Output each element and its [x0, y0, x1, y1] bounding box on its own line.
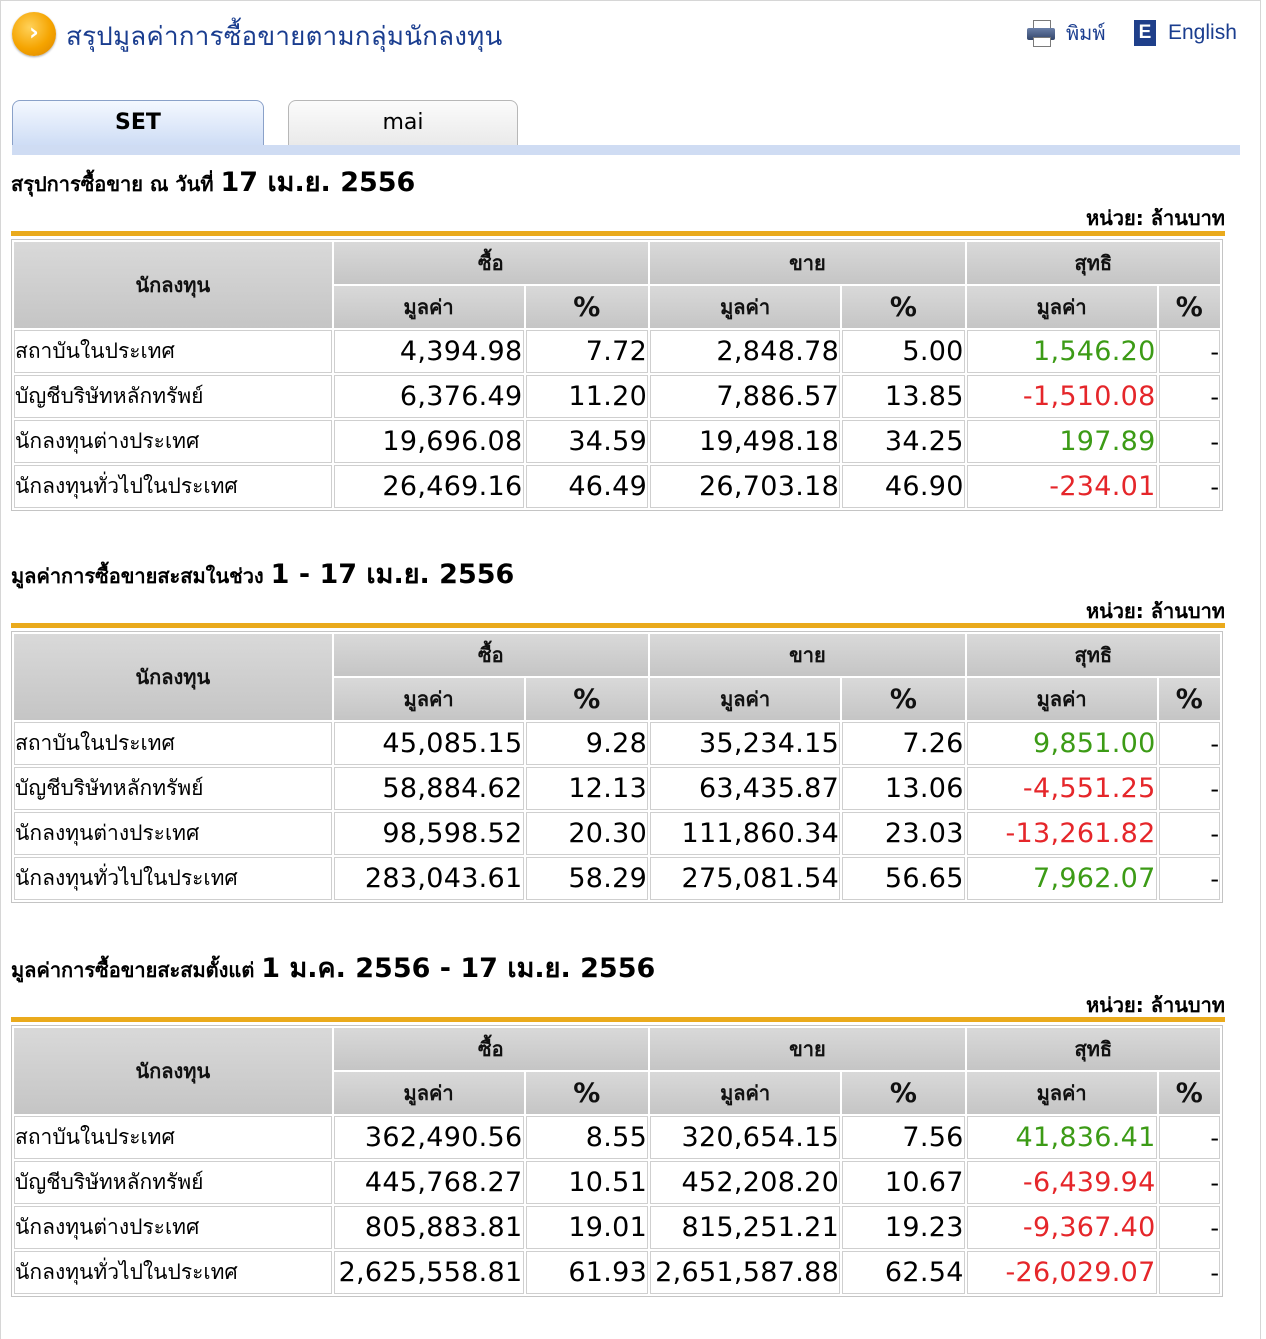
- table-row: [14, 1116, 1220, 1159]
- table-row: [14, 1206, 1220, 1249]
- net-value: -4,551.25: [967, 767, 1157, 810]
- buy-pct: 20.30: [526, 812, 649, 855]
- buy-value: 6,376.49: [334, 375, 524, 418]
- net-value: 9,851.00: [967, 722, 1157, 765]
- sell-value: 35,234.15: [650, 722, 840, 765]
- header-net-value: มูลค่า: [967, 1072, 1157, 1114]
- net-value: 7,962.07: [967, 857, 1157, 900]
- header-sell: ขาย: [650, 634, 965, 676]
- investor-name: นักลงทุนต่างประเทศ: [14, 420, 332, 463]
- header-net: สุทธิ: [967, 1028, 1220, 1070]
- buy-value: 2,625,558.81: [334, 1251, 524, 1294]
- month-to-date-section: [11, 552, 1225, 912]
- section-title: มูลค่าการซื้อขายสะสมในช่วง 1 - 17 เม.ย. 2556: [11, 559, 515, 590]
- english-language-link[interactable]: [1134, 18, 1237, 48]
- net-pct: -: [1159, 1206, 1220, 1249]
- net-pct: -: [1159, 767, 1220, 810]
- header-buy-pct: %: [526, 286, 649, 328]
- header-sell: ขาย: [650, 1028, 965, 1070]
- page-header: [0, 0, 1266, 72]
- gold-divider: [11, 1017, 1225, 1022]
- section-title: สรุปการซื้อขาย ณ วันที่ 17 เม.ย. 2556: [11, 167, 416, 198]
- investor-name: นักลงทุนต่างประเทศ: [14, 812, 332, 855]
- table-row: [14, 1251, 1220, 1294]
- section-date: 1 ม.ค. 2556 - 17 เม.ย. 2556: [261, 953, 656, 984]
- header-buy-pct: %: [526, 678, 649, 720]
- header-net-pct: %: [1159, 286, 1220, 328]
- section-title: มูลค่าการซื้อขายสะสมตั้งแต่ 1 ม.ค. 2556 - 17 เม.ย. 2556: [11, 953, 656, 984]
- sell-value: 111,860.34: [650, 812, 840, 855]
- sell-value: 63,435.87: [650, 767, 840, 810]
- sell-pct: 23.03: [842, 812, 965, 855]
- sell-pct: 56.65: [842, 857, 965, 900]
- header-buy: ซื้อ: [334, 242, 649, 284]
- net-value: 41,836.41: [967, 1116, 1157, 1159]
- section-date: 17 เม.ย. 2556: [220, 167, 416, 198]
- buy-value: 19,696.08: [334, 420, 524, 463]
- header-investor: นักลงทุน: [14, 1028, 332, 1114]
- sell-value: 26,703.18: [650, 465, 840, 508]
- investor-table: [11, 631, 1223, 903]
- investor-name: บัญชีบริษัทหลักทรัพย์: [14, 1161, 332, 1204]
- header-net-value: มูลค่า: [967, 678, 1157, 720]
- net-value: -234.01: [967, 465, 1157, 508]
- investor-name: นักลงทุนต่างประเทศ: [14, 1206, 332, 1249]
- net-pct: -: [1159, 857, 1220, 900]
- buy-value: 445,768.27: [334, 1161, 524, 1204]
- header-net: สุทธิ: [967, 634, 1220, 676]
- buy-value: 26,469.16: [334, 465, 524, 508]
- sell-pct: 7.56: [842, 1116, 965, 1159]
- header-buy: ซื้อ: [334, 634, 649, 676]
- tab-mai[interactable]: mai: [288, 100, 518, 147]
- buy-pct: 12.13: [526, 767, 649, 810]
- print-label: พิมพ์: [1066, 21, 1106, 45]
- buy-value: 362,490.56: [334, 1116, 524, 1159]
- table-row: [14, 812, 1220, 855]
- net-value: -13,261.82: [967, 812, 1157, 855]
- print-button[interactable]: [1026, 18, 1106, 48]
- investor-name: นักลงทุนทั่วไปในประเทศ: [14, 465, 332, 508]
- daily-summary-section: [11, 160, 1225, 520]
- table-row: [14, 420, 1220, 463]
- unit-label: หน่วย: ล้านบาท: [1085, 599, 1225, 623]
- buy-value: 283,043.61: [334, 857, 524, 900]
- buy-pct: 11.20: [526, 375, 649, 418]
- sell-value: 19,498.18: [650, 420, 840, 463]
- buy-pct: 8.55: [526, 1116, 649, 1159]
- investor-name: นักลงทุนทั่วไปในประเทศ: [14, 1251, 332, 1294]
- investor-name: นักลงทุนทั่วไปในประเทศ: [14, 857, 332, 900]
- window-right-border: [1260, 0, 1261, 1339]
- net-pct: -: [1159, 722, 1220, 765]
- chevron-right-icon: ›: [12, 12, 56, 56]
- header-sell-pct: %: [842, 678, 965, 720]
- net-pct: -: [1159, 420, 1220, 463]
- buy-pct: 34.59: [526, 420, 649, 463]
- header-sell: ขาย: [650, 242, 965, 284]
- sell-value: 275,081.54: [650, 857, 840, 900]
- buy-value: 45,085.15: [334, 722, 524, 765]
- header-buy-value: มูลค่า: [334, 286, 524, 328]
- net-value: -6,439.94: [967, 1161, 1157, 1204]
- unit-label: หน่วย: ล้านบาท: [1085, 993, 1225, 1017]
- sell-value: 2,848.78: [650, 330, 840, 373]
- investor-name: สถาบันในประเทศ: [14, 330, 332, 373]
- year-to-date-section: [11, 946, 1225, 1306]
- buy-pct: 10.51: [526, 1161, 649, 1204]
- net-value: -1,510.08: [967, 375, 1157, 418]
- buy-value: 98,598.52: [334, 812, 524, 855]
- buy-pct: 9.28: [526, 722, 649, 765]
- net-pct: -: [1159, 1251, 1220, 1294]
- net-pct: -: [1159, 465, 1220, 508]
- buy-value: 58,884.62: [334, 767, 524, 810]
- net-pct: -: [1159, 1161, 1220, 1204]
- english-e-icon: E: [1134, 20, 1156, 46]
- window-left-border: [0, 0, 1, 1339]
- header-net: สุทธิ: [967, 242, 1220, 284]
- header-buy-pct: %: [526, 1072, 649, 1114]
- sell-pct: 13.06: [842, 767, 965, 810]
- header-sell-value: มูลค่า: [650, 678, 840, 720]
- table-row: [14, 1161, 1220, 1204]
- net-value: -9,367.40: [967, 1206, 1157, 1249]
- header-sell-value: มูลค่า: [650, 286, 840, 328]
- sell-value: 815,251.21: [650, 1206, 840, 1249]
- buy-pct: 46.49: [526, 465, 649, 508]
- market-tabs: [12, 100, 1240, 156]
- buy-pct: 7.72: [526, 330, 649, 373]
- sell-pct: 13.85: [842, 375, 965, 418]
- header-buy-value: มูลค่า: [334, 678, 524, 720]
- table-row: [14, 857, 1220, 900]
- header-buy: ซื้อ: [334, 1028, 649, 1070]
- header-investor: นักลงทุน: [14, 634, 332, 720]
- printer-icon: [1026, 20, 1056, 46]
- table-row: [14, 465, 1220, 508]
- buy-value: 4,394.98: [334, 330, 524, 373]
- net-value: 1,546.20: [967, 330, 1157, 373]
- buy-value: 805,883.81: [334, 1206, 524, 1249]
- gold-divider: [11, 231, 1225, 236]
- sell-value: 452,208.20: [650, 1161, 840, 1204]
- header-sell-pct: %: [842, 286, 965, 328]
- investor-name: บัญชีบริษัทหลักทรัพย์: [14, 767, 332, 810]
- page-title: สรุปมูลค่าการซื้อขายตามกลุ่มนักลงทุน: [66, 22, 503, 52]
- sell-pct: 34.25: [842, 420, 965, 463]
- investor-name: สถาบันในประเทศ: [14, 722, 332, 765]
- table-row: [14, 375, 1220, 418]
- table-row: [14, 330, 1220, 373]
- net-pct: -: [1159, 330, 1220, 373]
- sell-pct: 62.54: [842, 1251, 965, 1294]
- header-sell-value: มูลค่า: [650, 1072, 840, 1114]
- header-net-pct: %: [1159, 678, 1220, 720]
- tab-set[interactable]: SET: [12, 100, 264, 147]
- buy-pct: 61.93: [526, 1251, 649, 1294]
- sell-pct: 5.00: [842, 330, 965, 373]
- table-row: [14, 722, 1220, 765]
- header-investor: นักลงทุน: [14, 242, 332, 328]
- investor-name: สถาบันในประเทศ: [14, 1116, 332, 1159]
- buy-pct: 58.29: [526, 857, 649, 900]
- sell-pct: 19.23: [842, 1206, 965, 1249]
- sell-pct: 46.90: [842, 465, 965, 508]
- net-value: -26,029.07: [967, 1251, 1157, 1294]
- table-row: [14, 767, 1220, 810]
- header-sell-pct: %: [842, 1072, 965, 1114]
- sell-value: 320,654.15: [650, 1116, 840, 1159]
- sell-pct: 10.67: [842, 1161, 965, 1204]
- tab-underline-bar: [12, 145, 1240, 155]
- buy-pct: 19.01: [526, 1206, 649, 1249]
- header-buy-value: มูลค่า: [334, 1072, 524, 1114]
- investor-table: [11, 1025, 1223, 1297]
- header-net-pct: %: [1159, 1072, 1220, 1114]
- net-pct: -: [1159, 812, 1220, 855]
- english-label: English: [1168, 21, 1237, 44]
- net-value: 197.89: [967, 420, 1157, 463]
- net-pct: -: [1159, 1116, 1220, 1159]
- net-pct: -: [1159, 375, 1220, 418]
- sell-value: 2,651,587.88: [650, 1251, 840, 1294]
- unit-label: หน่วย: ล้านบาท: [1085, 206, 1225, 230]
- sell-value: 7,886.57: [650, 375, 840, 418]
- section-date: 1 - 17 เม.ย. 2556: [270, 559, 515, 590]
- gold-divider: [11, 623, 1225, 628]
- sell-pct: 7.26: [842, 722, 965, 765]
- header-net-value: มูลค่า: [967, 286, 1157, 328]
- investor-name: บัญชีบริษัทหลักทรัพย์: [14, 375, 332, 418]
- investor-table: [11, 239, 1223, 511]
